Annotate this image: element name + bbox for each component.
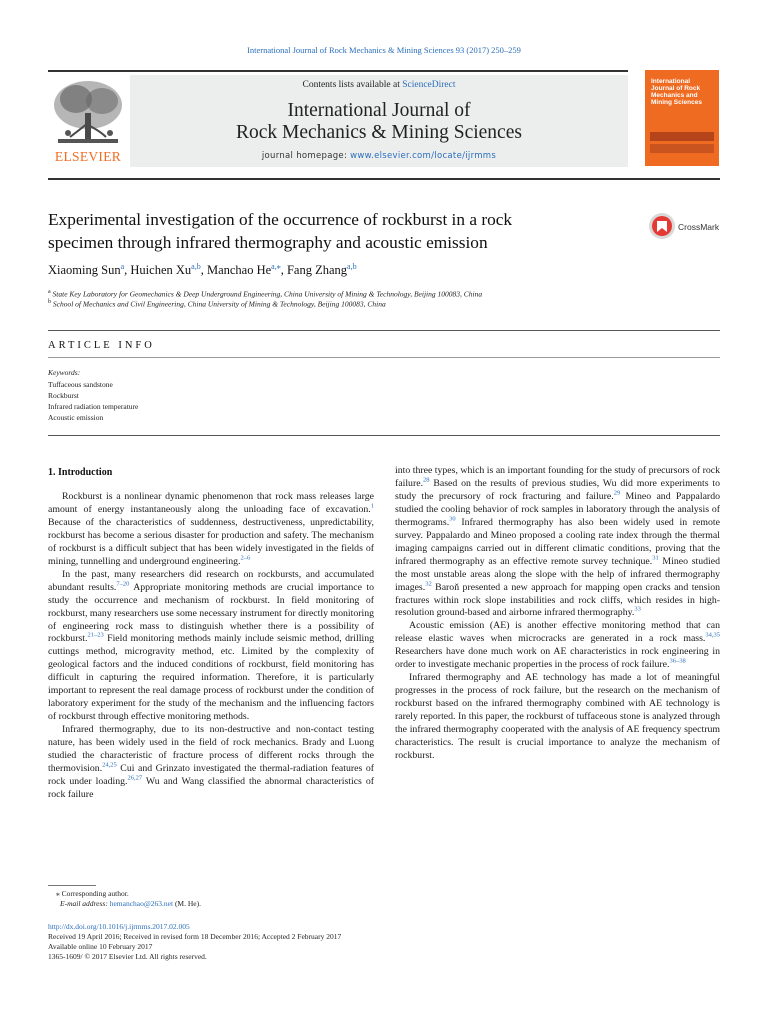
citation-reference[interactable]: 29 [613,489,621,497]
rule [48,357,720,358]
citation-reference[interactable]: 24,25 [102,761,117,769]
elsevier-wordmark: ELSEVIER [54,149,122,164]
received-dates: Received 19 April 2016; Received in revised form 18 December 2016; Accepted 2 February 2017 [48,932,342,941]
email-note: E-mail address: hemanchao@263.net (M. He). [60,899,201,908]
email-link[interactable]: hemanchao@263.net [109,899,174,908]
affiliation: $^a$ State Key Laboratory for Geomechanics & Deep Underground Engineering, China University of Mining & Technology, Beijing 100083, China [48,289,483,299]
corresponding-author-note: ⁎ Corresponding author. [56,889,129,898]
citation-reference[interactable]: 2–6 [240,554,251,562]
cover-title: International Journal of Rock Mechanics and Mining Sciences [651,78,702,106]
affiliation: $^b$ School of Mechanics and Civil Engineering, China University of Mining & Technology, Beijing 100083, China [48,299,386,309]
body-paragraph: Infrared thermography and AE technology has made a lot of meaningful progresses in the process of rock failure, but the research on the mechanism of rockburst based on the infrared thermography combined with AE technology is rarely reported. In this paper, the rockburst of tuffaceous stone is analyzed through the infrared thermography cooperated with the analysis of AE frequency spectrum characteristics. The result is crucial importance to analyze the mechanism of rockburst. [395,672,720,761]
doi-link[interactable]: http://dx.doi.org/10.1016/j.ijrmms.2017.02.005 [48,922,190,931]
homepage-link[interactable]: www.elsevier.com/locate/ijrmms [350,151,497,161]
article-info-heading: ARTICLE INFO [48,340,155,351]
contents-available: Contents lists available at ScienceDirect [302,80,456,90]
rule [48,435,720,436]
citation-reference[interactable]: 36–38 [669,658,686,666]
author-list: Xiaoming Sun$^a$, Huichen Xu$^{a,b}$, Manchao $He^{a,⁎}$, Fang Zhang$^{a,b}$ [48,262,357,278]
author-name[interactable]: Manchao He [206,263,272,278]
section-heading: 1. Introduction [48,467,113,478]
available-online: Available online 10 February 2017 [48,942,153,951]
keyword: Rockburst [48,391,79,400]
journal-homepage: journal homepage: www.elsevier.com/locate/ijrmms [261,151,497,161]
keyword: Tuffaceous sandstone [48,380,113,389]
author-name[interactable]: Fang Zhang [286,263,348,278]
journal-citation[interactable]: International Journal of Rock Mechanics & Mining Sciences 93 (2017) 250–259 [247,45,521,55]
citation-reference[interactable]: 33 [634,606,641,614]
rule [48,330,720,331]
crossmark-icon[interactable] [648,212,676,240]
body-right-column [395,465,720,763]
header-top-rule [48,70,628,72]
journal-title: International Journal of Rock Mechanics & Mining Sciences [236,100,522,143]
citation-reference[interactable]: 34,35 [705,632,720,640]
citation-reference[interactable]: 32 [425,580,432,588]
footnote-rule [48,885,96,886]
article-title: Experimental investigation of the occurrence of rockburst in a rock specimen through infrared thermography and acoustic emission [48,210,513,252]
body-paragraph: Acoustic emission (AE) is another effective monitoring method that can release elastic waves when microcracks are generated in a rock mass.$^{34,35}$ Researchers have done much work on AE characteristics in rock engineering in order to investigate mechanic properties in the process of rock failure.$^{36-38}$ [395,620,720,671]
keyword: Infrared radiation temperature [48,402,139,411]
keyword: Acoustic emission [48,413,104,422]
sciencedirect-link[interactable]: ScienceDirect [402,80,456,90]
header-bottom-rule [48,178,720,180]
body-left-column [48,491,374,802]
cover-decoration [650,132,714,141]
keywords-heading: Keywords: [48,368,81,377]
citation-reference[interactable]: 30 [449,515,456,523]
citation-reference[interactable]: 28 [423,476,430,484]
crossmark-label[interactable]: CrossMark [678,222,720,232]
citation-reference[interactable]: 31 [652,554,659,562]
author-name[interactable]: Xiaoming Sun [48,263,121,278]
cover-decoration [650,144,714,153]
body-paragraph: In the past, many researchers did research on rockbursts, and accumulated abundant results.$^{7-20}$ Appropriate monitoring methods are crucial importance to study the occurrence and mechanism of rockburst. In field monitoring of rockburst, many researchers use some necessary instrument for directly monitoring of engineering rock mass to distinguish whether there is a possibility of rockburst.$^{21-23}$ Field monitoring methods mainly include seismic method, drilling cuttings method, microgravity method, etc. Limited by the complexity of geological factors and the induced conditions of rockburst, field monitoring has difficult in capturing the required information. Therefore, it is particularly important to represent the real damage process of rockburst under the condition of laboratory experiment for the study of the mechanism and the influencing factors of rockburst through effective monitoring methods. [48,568,374,723]
journal-cover-thumbnail[interactable] [645,70,719,166]
citation-reference[interactable]: 21–23 [87,632,104,640]
body-paragraph: Infrared thermography, due to its non-destructive and non-contact testing nature, has been widely used in the field of rock mechanics. Brady and Luong studied the characteristic of fracture process of different rocks through the thermovision.$^{24,25}$ Cui and Grinzato investigated the thermal-radiation features of rock under loading.$^{26,27}$ Wu and Wang classified the abnormal characteristics of rock failure [48,724,374,800]
body-paragraph: into three types, which is an important founding for the study of precursors of rock failure.$^{28}$ Based on the results of previous studies, Wu did more experiments to study the precursory of rock fracturing and failure.$^{29}$ Mineo and Pappalardo studied the cooling behavior of rock samples in laboratory through the analysis of thermograms.$^{30}$ Infrared thermography has also been widely used in remote survey. Pappalardo and Mineo proposed a cooling rate index through the thermal imaging campaigns carried out in different climatic conditions, proving that the infrared thermography as an effective remote survey technique.$^{31}$ Mineo studied the most unstable areas along the slope with the help of infrared thermography images.$^{32}$ Baroň presented a new approach for mapping open cracks and tension fractures within rock slope instabilities and rock cliffs, which resides in high-resolution ground-based and airborne infrared thermography.$^{33}$ [395,465,720,619]
citation-reference[interactable]: 26,27 [127,774,143,782]
citation-reference[interactable]: 1 [370,502,374,510]
copyright: 1365-1609/ © 2017 Elsevier Ltd. All rights reserved. [48,952,207,961]
body-paragraph: Rockburst is a nonlinear dynamic phenomenon that rock mass releases large amount of energy instantaneously along the unloading face of excavation.$^1$ Because of the characteristics of suddenness, destructiveness, unpredictability, rockburst has become a serious disaster for production and safety. The mechanism of rockburst is a difficult subject that has been widely investigated in the fields of mining, tunnelling and underground engineering.$^{2-6}$ [48,491,374,567]
author-name[interactable]: Huichen Xu [130,263,192,278]
citation-reference[interactable]: 7–20 [116,580,130,588]
